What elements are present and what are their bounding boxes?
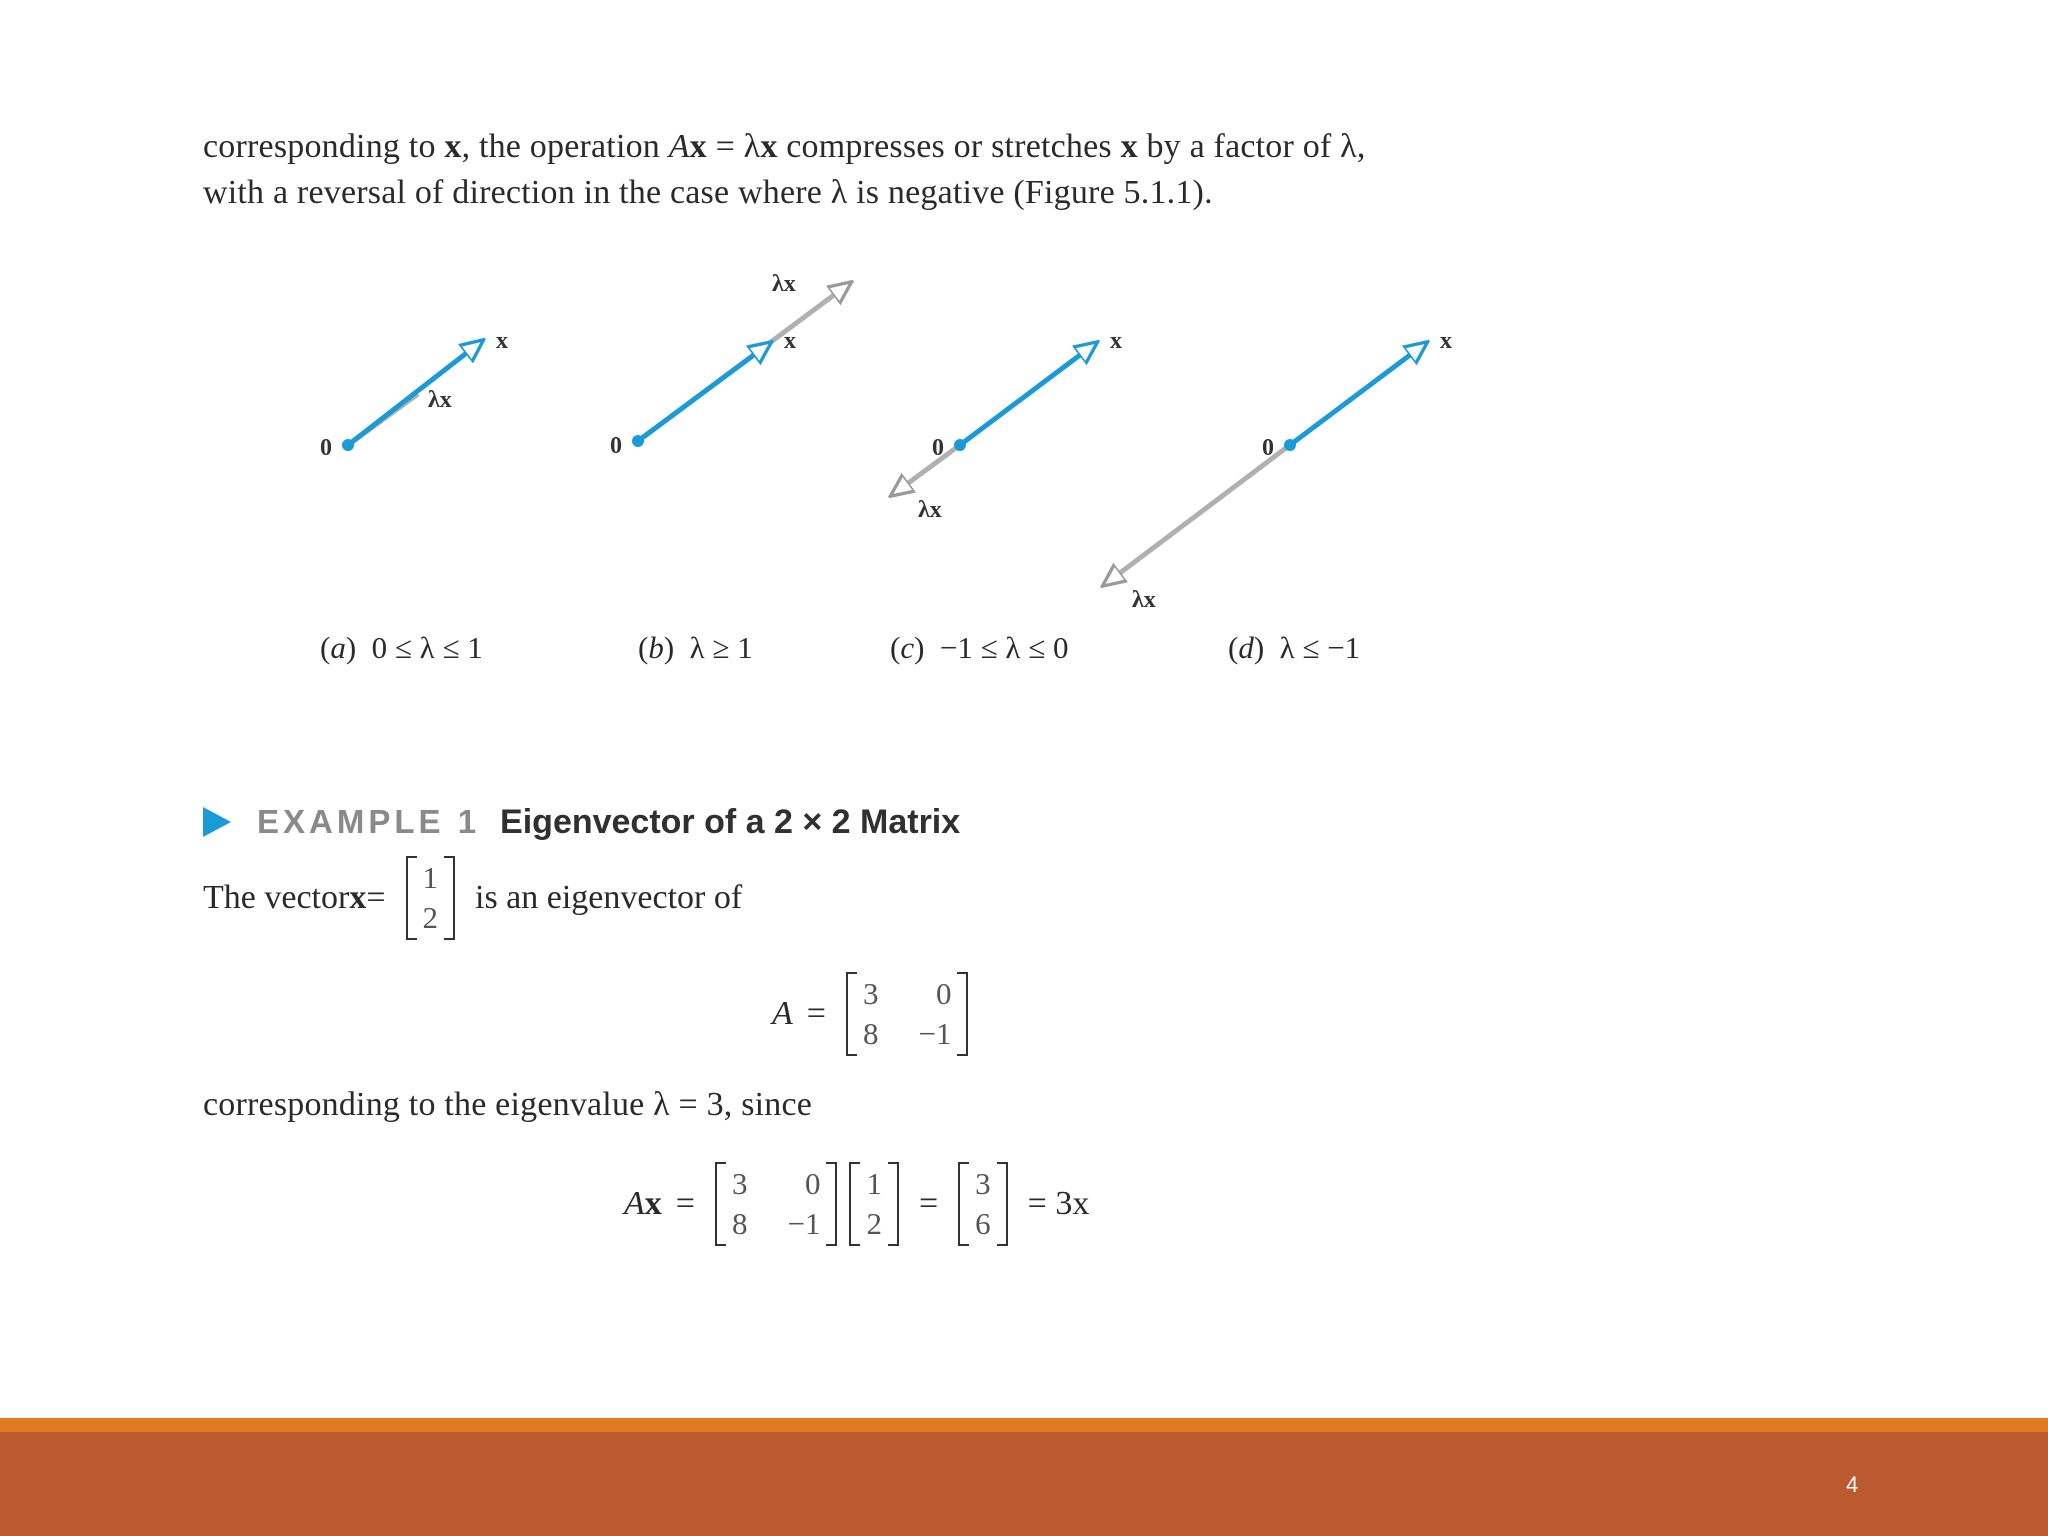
origin-dot (342, 439, 354, 451)
matrix-entry: 3 (862, 976, 879, 1011)
x-label: x (1440, 328, 1452, 354)
vector-x: x (644, 1185, 662, 1222)
intro-text: by a factor of λ, (1137, 128, 1366, 165)
footer-stripe (0, 1418, 2048, 1432)
matrix-entry: 3 (731, 1166, 748, 1201)
footer-bar (0, 1432, 2048, 1536)
x-vector (960, 343, 1096, 445)
lambda-x-label: λx (772, 271, 796, 297)
vector-x-matrix (849, 1162, 899, 1246)
matrix-a: A (668, 128, 690, 165)
example-header (203, 800, 960, 844)
vector-x-matrix (406, 856, 456, 940)
matrix-entry: 0 (804, 1166, 821, 1201)
caption-d: (d) λ ≤ −1 (1228, 630, 1361, 665)
matrix-a (846, 972, 968, 1056)
caption-letter: d (1238, 630, 1254, 665)
statement-text: is an eigenvector of (475, 879, 743, 916)
intro-line-1 (203, 124, 1366, 170)
panel-b (610, 271, 850, 459)
matrix-entry: 0 (935, 976, 952, 1011)
intro-text: , the operation (461, 128, 669, 165)
matrix-entry: 8 (862, 1016, 879, 1051)
example-title: Eigenvector of a 2 × 2 Matrix (500, 802, 961, 841)
example-label: EXAMPLE 1 (257, 803, 481, 840)
equals-sign: = (675, 1185, 695, 1222)
lambda-x-vector (892, 445, 960, 495)
eigenvector-figure (300, 255, 1500, 675)
vector-x: x (1120, 128, 1138, 165)
lambda-x-label: λx (918, 497, 942, 523)
eigenvalue-line: corresponding to the eigenvalue λ = 3, since (203, 1086, 813, 1123)
matrix-a (715, 1162, 837, 1246)
caption-condition: λ ≥ 1 (689, 630, 753, 665)
caption-condition: 0 ≤ λ ≤ 1 (371, 630, 483, 665)
page-number: 4 (1846, 1472, 1859, 1497)
origin-dot (632, 435, 644, 447)
equals-sign: = (806, 995, 826, 1032)
x-vector (1290, 343, 1426, 445)
caption-letter: c (900, 630, 915, 665)
matrix-a-definition (772, 972, 974, 1056)
x-label: x (1110, 328, 1122, 354)
origin-dot (1284, 439, 1296, 451)
lambda-x-label: λx (1132, 587, 1156, 613)
intro-text: corresponding to (203, 128, 445, 165)
caption-condition: λ ≤ −1 (1279, 630, 1361, 665)
matrix-entry: 3 (975, 1166, 991, 1201)
matrix-entry: 1 (866, 1166, 882, 1201)
result-vector (958, 1162, 1008, 1246)
panel-a (320, 328, 508, 461)
origin-dot (954, 439, 966, 451)
intro-line-2: with a reversal of direction in the case where λ is negative (Figure 5.1.1). (203, 174, 1213, 211)
lambda-x-vector (1104, 445, 1290, 585)
result-text: = 3x (1027, 1185, 1090, 1222)
origin-label: 0 (610, 433, 622, 459)
vector-x: x (349, 879, 367, 916)
vector-x: x (444, 128, 462, 165)
caption-condition: −1 ≤ λ ≤ 0 (939, 630, 1069, 665)
panel-d (1104, 328, 1452, 613)
caption-letter: b (648, 630, 664, 665)
equals-sign: = (366, 879, 386, 916)
matrix-entry: 1 (422, 860, 438, 895)
x-vector (638, 343, 770, 441)
matrix-entry: −1 (918, 1016, 952, 1051)
eigen-calculation (624, 1162, 1089, 1246)
intro-text: compresses or stretches (777, 128, 1121, 165)
matrix-entry: −1 (787, 1206, 821, 1241)
matrix-a-label: A (772, 995, 793, 1032)
caption-a: (a) 0 ≤ λ ≤ 1 (320, 630, 483, 665)
origin-label: 0 (932, 435, 944, 461)
play-triangle-icon (203, 807, 231, 837)
caption-c: (c) −1 ≤ λ ≤ 0 (890, 630, 1069, 665)
lambda-x-label: λx (428, 387, 452, 413)
matrix-entry: 8 (731, 1206, 748, 1241)
origin-label: 0 (320, 435, 332, 461)
x-vector (348, 341, 482, 445)
matrix-a-label: A (624, 1185, 645, 1222)
origin-label: 0 (1262, 435, 1274, 461)
example-statement (203, 856, 742, 940)
intro-text: = λ (706, 128, 761, 165)
vector-x: x (689, 128, 707, 165)
x-label: x (496, 328, 508, 354)
caption-b: (b) λ ≥ 1 (638, 630, 753, 665)
matrix-entry: 2 (422, 900, 438, 935)
caption-letter: a (330, 630, 346, 665)
matrix-entry: 6 (975, 1206, 991, 1241)
vector-x: x (760, 128, 778, 165)
matrix-entry: 2 (866, 1206, 882, 1241)
x-label: x (784, 328, 796, 354)
panel-c (892, 328, 1122, 523)
equals-sign: = (918, 1185, 939, 1222)
statement-text: The vector (203, 879, 350, 916)
